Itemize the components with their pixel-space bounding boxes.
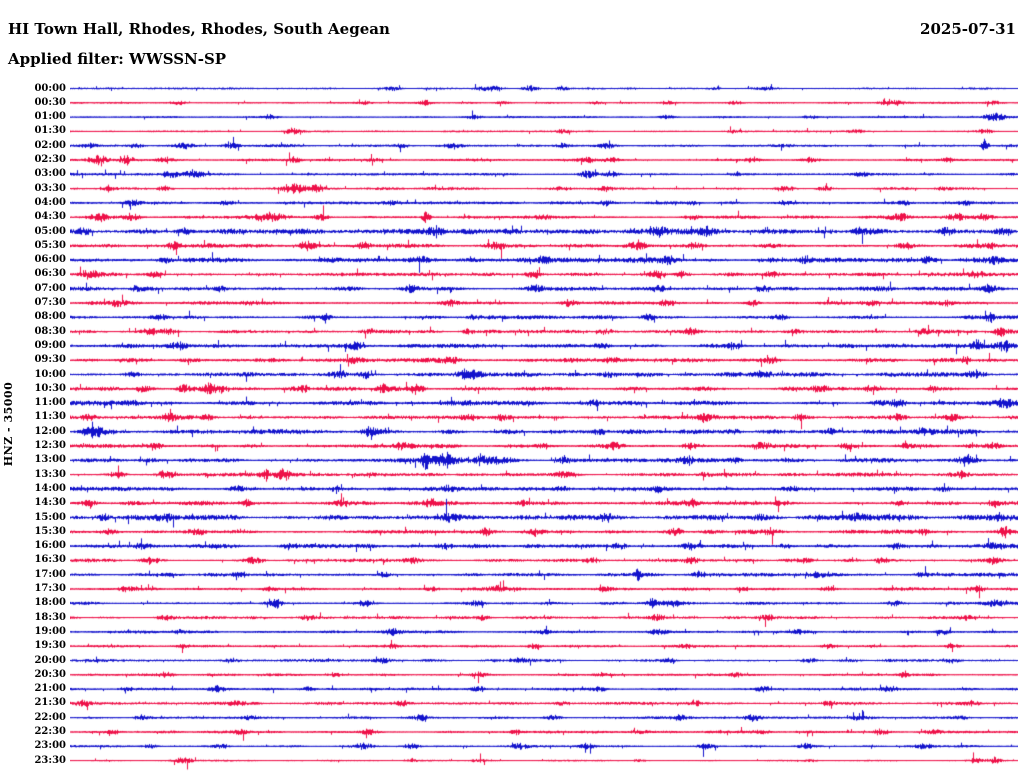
time-label: 09:00 xyxy=(34,339,66,351)
time-label: 23:00 xyxy=(34,740,66,752)
time-label: 20:00 xyxy=(34,654,66,666)
time-label: 04:00 xyxy=(34,196,66,208)
filter-label: Applied filter: WWSSN-SP xyxy=(8,50,227,68)
time-label: 22:00 xyxy=(34,711,66,723)
time-label: 19:00 xyxy=(34,625,66,637)
time-label: 21:00 xyxy=(34,683,66,695)
time-label: 12:30 xyxy=(34,440,66,451)
time-label: 06:00 xyxy=(34,254,66,266)
time-label: 23:30 xyxy=(34,754,66,766)
time-label: 08:30 xyxy=(34,325,66,337)
time-label: 02:00 xyxy=(34,139,66,151)
time-label: 13:00 xyxy=(34,454,66,466)
time-label: 12:00 xyxy=(34,425,66,437)
time-label: 05:00 xyxy=(34,225,66,237)
time-label: 17:30 xyxy=(34,583,66,594)
time-label: 11:30 xyxy=(34,411,66,423)
time-label: 14:30 xyxy=(34,497,66,509)
time-label: 08:00 xyxy=(34,311,66,323)
time-label: 01:30 xyxy=(34,125,66,137)
time-label: 09:30 xyxy=(34,354,66,366)
time-label: 10:30 xyxy=(34,382,66,394)
time-label: 10:00 xyxy=(34,368,66,380)
time-label: 14:00 xyxy=(34,482,66,494)
time-label: 22:30 xyxy=(34,726,66,737)
time-label: 18:00 xyxy=(34,597,66,609)
time-label: 11:00 xyxy=(34,397,66,409)
time-label: 19:30 xyxy=(34,640,66,652)
time-label: 17:00 xyxy=(34,568,66,580)
time-label: 02:30 xyxy=(34,154,66,165)
time-label: 03:00 xyxy=(34,168,66,180)
time-label: 16:30 xyxy=(34,554,66,566)
time-label: 18:30 xyxy=(34,611,66,623)
time-label: 20:30 xyxy=(34,668,66,680)
time-label: 00:00 xyxy=(34,82,66,94)
time-label: 21:30 xyxy=(34,697,66,709)
time-label: 07:00 xyxy=(34,282,66,294)
channel-scale-label: HNZ - 35000 xyxy=(2,381,15,467)
time-label: 03:30 xyxy=(34,182,66,194)
time-label: 04:30 xyxy=(34,211,66,223)
time-label: 16:00 xyxy=(34,540,66,552)
time-label: 15:30 xyxy=(34,525,66,537)
station-title: HI Town Hall, Rhodes, Rhodes, South Aegean xyxy=(8,20,390,38)
time-label: 13:30 xyxy=(34,468,66,480)
helicorder-canvas xyxy=(70,80,1018,772)
time-label: 05:30 xyxy=(34,239,66,251)
time-label: 07:30 xyxy=(34,297,66,308)
time-label: 06:30 xyxy=(34,268,66,280)
time-label: 00:30 xyxy=(34,96,66,108)
date-label: 2025-07-31 xyxy=(920,20,1016,38)
time-label: 15:00 xyxy=(34,511,66,523)
time-label: 01:00 xyxy=(34,111,66,123)
